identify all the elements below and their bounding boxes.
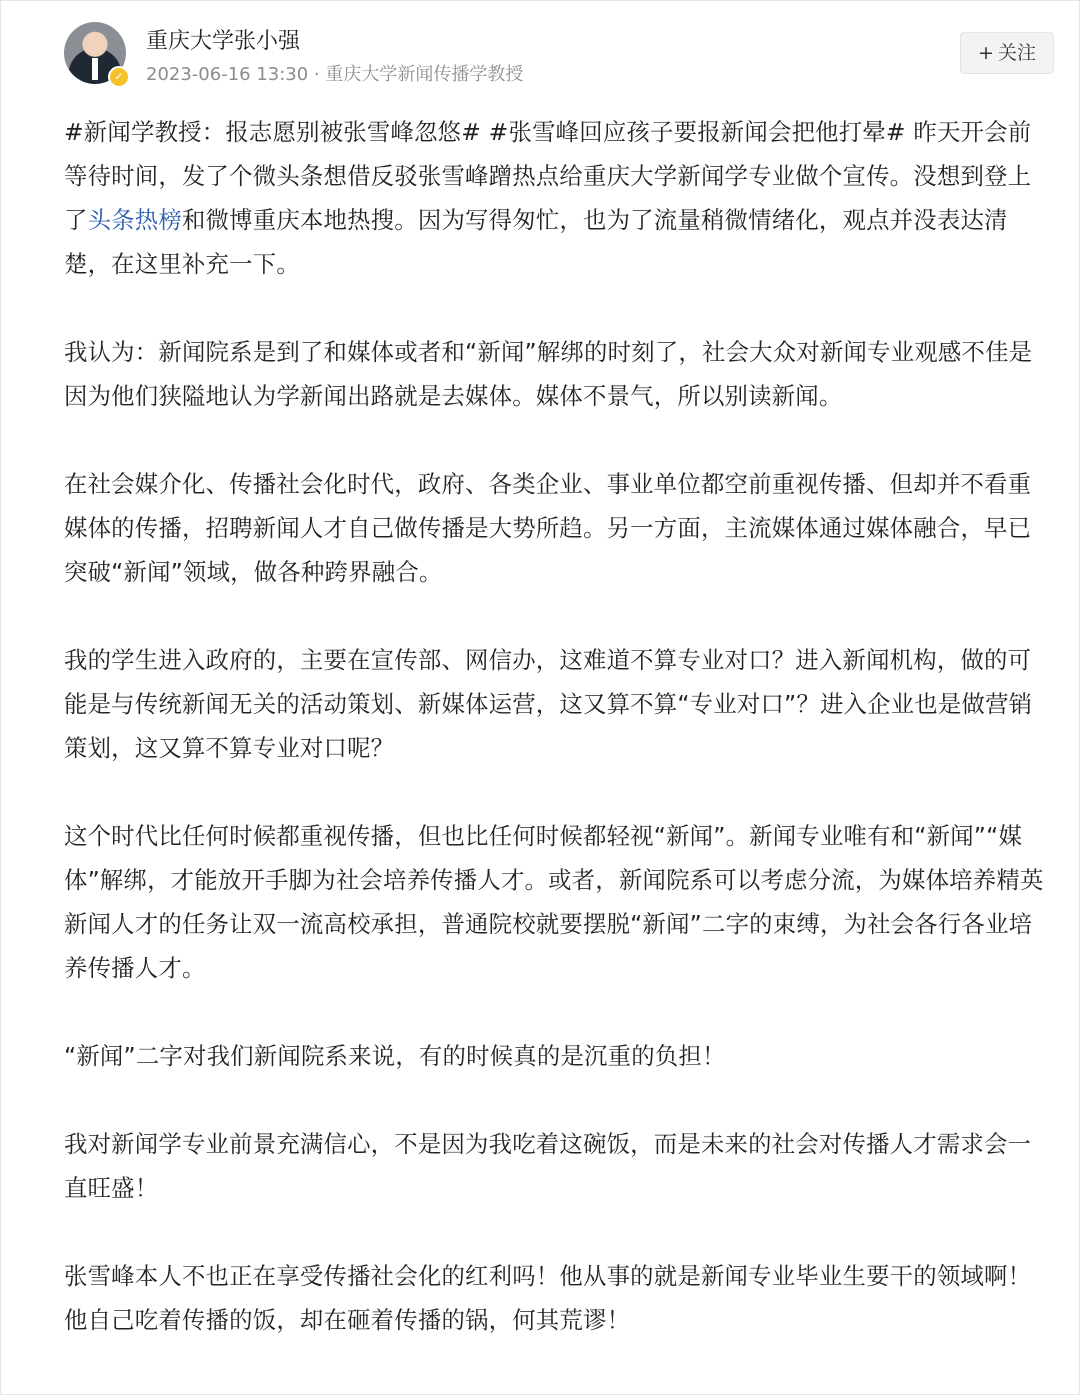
paragraph-6: “新闻”二字对我们新闻院系来说，有的时候真的是沉重的负担！	[64, 1042, 726, 1070]
paragraph-1-text-a: #新闻学教授：报志愿别被张雪峰忽悠# #张雪峰回应孩子要报新闻会把他打晕# 昨天开会前等待时间，发了个微头条想借反驳张雪峰蹭热点给重庆大学新闻学专业做个宣传。没想到登上了	[64, 118, 1032, 234]
hot-list-link[interactable]: 头条热榜	[87, 206, 182, 234]
post-header	[64, 22, 1054, 92]
post-meta: 2023-06-16 13:30 · 重庆大学新闻传播学教授	[146, 64, 524, 85]
author-name[interactable]: 重庆大学张小强	[146, 29, 301, 54]
paragraph-2: 我认为：新闻院系是到了和媒体或者和“新闻”解绑的时刻了，社会大众对新闻专业观感不佳是因为他们狭隘地认为学新闻出路就是去媒体。媒体不景气，所以别读新闻。	[64, 338, 1033, 410]
paragraph-4: 我的学生进入政府的，主要在宣传部、网信办，这难道不算专业对口？进入新闻机构，做的可能是与传统新闻无关的活动策划、新媒体运营，这又算不算“专业对口”？进入企业也是做营销策划，这又算不算专业对口呢？	[64, 646, 1033, 762]
paragraph-8: 张雪峰本人不也正在享受传播社会化的红利吗！他从事的就是新闻专业毕业生要干的领域啊！他自己吃着传播的饭，却在砸着传播的锅，何其荒谬！	[64, 1262, 1032, 1334]
paragraph-7: 我对新闻学专业前景充满信心，不是因为我吃着这碗饭，而是未来的社会对传播人才需求会一直旺盛！	[64, 1130, 1032, 1202]
paragraph-3: 在社会媒介化、传播社会化时代，政府、各类企业、事业单位都空前重视传播、但却并不看重媒体的传播，招聘新闻人才自己做传播是大势所趋。另一方面，主流媒体通过媒体融合，早已突破“新闻”领域，做各种跨界融合。	[64, 470, 1032, 586]
follow-label: 关注	[997, 42, 1036, 64]
paragraph-1-text-b: 和微博重庆本地热搜。因为写得匆忙，也为了流量稍微情绪化，观点并没表达清楚，在这里补充一下。	[64, 206, 1008, 278]
paragraph-1	[64, 110, 1044, 286]
verified-badge-icon: ✓	[108, 66, 130, 88]
plus-icon: +	[978, 42, 994, 64]
follow-button[interactable]	[960, 32, 1054, 74]
post-body	[64, 110, 1044, 1386]
paragraph-5: 这个时代比任何时候都重视传播，但也比任何时候都轻视“新闻”。新闻专业唯有和“新闻”“媒体”解绑，才能放开手脚为社会培养传播人才。或者，新闻院系可以考虑分流，为媒体培养精英新闻人才的任务让双一流高校承担，普通院校就要摆脱“新闻”二字的束缚，为社会各行各业培养传播人才。	[64, 822, 1044, 982]
